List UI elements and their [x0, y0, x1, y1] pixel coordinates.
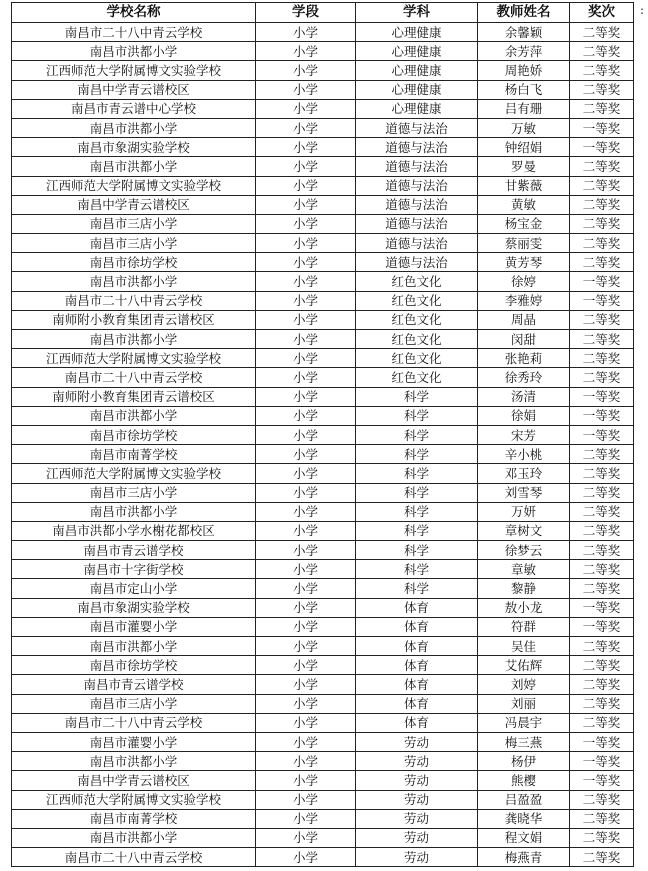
table-row [12, 42, 634, 61]
cell-subject: 体育 [356, 637, 478, 656]
cell-award: 二等奖 [570, 637, 634, 656]
cell-subject: 心理健康 [356, 61, 478, 80]
cell-stage: 小学 [256, 157, 356, 176]
cell-stage: 小学 [256, 425, 356, 444]
cell-stage: 小学 [256, 368, 356, 387]
cell-stage: 小学 [256, 406, 356, 425]
header-subject: 学科 [356, 3, 478, 23]
cell-teacher-name: 蔡丽雯 [478, 234, 570, 253]
cell-award: 二等奖 [570, 464, 634, 483]
cell-subject: 科学 [356, 502, 478, 521]
cell-subject: 科学 [356, 579, 478, 598]
cell-award: 一等奖 [570, 406, 634, 425]
cell-school-name: 南昌市二十八中青云学校 [12, 368, 256, 387]
cell-award: 二等奖 [570, 310, 634, 329]
cell-teacher-name: 梅燕青 [478, 848, 570, 867]
cell-stage: 小学 [256, 752, 356, 771]
cell-subject: 红色文化 [356, 272, 478, 291]
table-row [12, 138, 634, 157]
cell-stage: 小学 [256, 637, 356, 656]
award-table [11, 2, 634, 867]
cell-stage: 小学 [256, 656, 356, 675]
cell-subject: 科学 [356, 483, 478, 502]
cell-subject: 科学 [356, 406, 478, 425]
cell-subject: 劳动 [356, 809, 478, 828]
cell-stage: 小学 [256, 42, 356, 61]
table-row [12, 118, 634, 137]
cell-school-name: 南师附小教育集团青云谱校区 [12, 310, 256, 329]
cell-award: 一等奖 [570, 291, 634, 310]
cell-school-name: 南昌市十字街学校 [12, 560, 256, 579]
cell-teacher-name: 章树文 [478, 521, 570, 540]
cell-subject: 道德与法治 [356, 157, 478, 176]
table-row [12, 579, 634, 598]
cell-school-name: 南昌市南菁学校 [12, 809, 256, 828]
cell-award: 一等奖 [570, 732, 634, 751]
cell-subject: 劳动 [356, 771, 478, 790]
cell-teacher-name: 刘雪琴 [478, 483, 570, 502]
cell-subject: 体育 [356, 675, 478, 694]
cell-award: 二等奖 [570, 713, 634, 732]
table-row [12, 253, 634, 272]
cell-award: 二等奖 [570, 675, 634, 694]
cell-award: 二等奖 [570, 656, 634, 675]
cell-school-name: 南昌市灌婴小学 [12, 617, 256, 636]
table-row [12, 483, 634, 502]
cell-stage: 小学 [256, 560, 356, 579]
cell-teacher-name: 吴佳 [478, 637, 570, 656]
table-row [12, 617, 634, 636]
table-body [12, 23, 634, 867]
table-row [12, 637, 634, 656]
cell-stage: 小学 [256, 502, 356, 521]
cell-teacher-name: 余馨颖 [478, 23, 570, 42]
cell-award: 一等奖 [570, 771, 634, 790]
cell-school-name: 南昌市洪都小学 [12, 42, 256, 61]
cell-teacher-name: 黄芳琴 [478, 253, 570, 272]
table-row [12, 425, 634, 444]
cell-subject: 体育 [356, 694, 478, 713]
cell-school-name: 南昌市洪都小学 [12, 330, 256, 349]
cell-award: 二等奖 [570, 80, 634, 99]
cell-subject: 道德与法治 [356, 176, 478, 195]
cell-award: 二等奖 [570, 23, 634, 42]
cell-award: 二等奖 [570, 579, 634, 598]
cell-school-name: 南昌市洪都小学 [12, 118, 256, 137]
table-header [12, 3, 634, 23]
cell-teacher-name: 梅三燕 [478, 732, 570, 751]
cell-subject: 科学 [356, 445, 478, 464]
cell-subject: 科学 [356, 560, 478, 579]
table-row [12, 368, 634, 387]
cell-teacher-name: 周艳娇 [478, 61, 570, 80]
table-row [12, 464, 634, 483]
cell-teacher-name: 李雅婷 [478, 291, 570, 310]
cell-teacher-name: 万敏 [478, 118, 570, 137]
cell-subject: 道德与法治 [356, 214, 478, 233]
table-row [12, 310, 634, 329]
cell-subject: 红色文化 [356, 291, 478, 310]
cell-subject: 红色文化 [356, 368, 478, 387]
cell-award: 二等奖 [570, 809, 634, 828]
cell-teacher-name: 汤清 [478, 387, 570, 406]
cell-stage: 小学 [256, 579, 356, 598]
cell-subject: 科学 [356, 387, 478, 406]
cell-school-name: 南昌中学青云谱校区 [12, 80, 256, 99]
cell-subject: 劳动 [356, 828, 478, 847]
cell-award: 二等奖 [570, 214, 634, 233]
cell-subject: 道德与法治 [356, 195, 478, 214]
cell-school-name: 南昌市洪都小学水榭花都校区 [12, 521, 256, 540]
cell-subject: 劳动 [356, 790, 478, 809]
cell-stage: 小学 [256, 713, 356, 732]
cell-subject: 红色文化 [356, 330, 478, 349]
cell-stage: 小学 [256, 848, 356, 867]
cell-stage: 小学 [256, 214, 356, 233]
cell-school-name: 南昌市三店小学 [12, 214, 256, 233]
cell-teacher-name: 杨白飞 [478, 80, 570, 99]
cell-stage: 小学 [256, 253, 356, 272]
cell-subject: 体育 [356, 617, 478, 636]
cell-stage: 小学 [256, 732, 356, 751]
cell-school-name: 江西师范大学附属博文实验学校 [12, 176, 256, 195]
cell-award: 一等奖 [570, 617, 634, 636]
cell-teacher-name: 钟绍娟 [478, 138, 570, 157]
header-row [12, 3, 634, 23]
cell-school-name: 南昌市二十八中青云学校 [12, 23, 256, 42]
cell-award: 二等奖 [570, 99, 634, 118]
table-row [12, 809, 634, 828]
cell-teacher-name: 程文娟 [478, 828, 570, 847]
cell-award: 二等奖 [570, 560, 634, 579]
cell-award: 二等奖 [570, 253, 634, 272]
header-stage: 学段 [256, 3, 356, 23]
table-row [12, 176, 634, 195]
cell-teacher-name: 吕有珊 [478, 99, 570, 118]
cell-stage: 小学 [256, 349, 356, 368]
cell-stage: 小学 [256, 291, 356, 310]
cell-subject: 心理健康 [356, 23, 478, 42]
cell-school-name: 南昌市洪都小学 [12, 828, 256, 847]
cell-school-name: 江西师范大学附属博文实验学校 [12, 349, 256, 368]
cell-subject: 心理健康 [356, 42, 478, 61]
cell-subject: 道德与法治 [356, 234, 478, 253]
cell-subject: 科学 [356, 425, 478, 444]
table-row [12, 61, 634, 80]
cell-teacher-name: 邓玉玲 [478, 464, 570, 483]
cell-award: 二等奖 [570, 42, 634, 61]
table-row [12, 828, 634, 847]
cell-school-name: 南昌市二十八中青云学校 [12, 713, 256, 732]
cell-teacher-name: 黎静 [478, 579, 570, 598]
cell-subject: 体育 [356, 656, 478, 675]
cell-teacher-name: 敖小龙 [478, 598, 570, 617]
table-row [12, 195, 634, 214]
cell-school-name: 南昌市洪都小学 [12, 502, 256, 521]
cell-stage: 小学 [256, 272, 356, 291]
table-row [12, 80, 634, 99]
cell-teacher-name: 冯晨宇 [478, 713, 570, 732]
cell-stage: 小学 [256, 80, 356, 99]
cell-school-name: 南师附小教育集团青云谱校区 [12, 387, 256, 406]
cell-teacher-name: 辛小桃 [478, 445, 570, 464]
table-row [12, 23, 634, 42]
cell-teacher-name: 龚晓华 [478, 809, 570, 828]
cropped-edge-mark: : [640, 3, 645, 17]
cell-teacher-name: 杨伊 [478, 752, 570, 771]
cell-teacher-name: 艾佑辉 [478, 656, 570, 675]
cell-stage: 小学 [256, 445, 356, 464]
header-school-name: 学校名称 [12, 3, 256, 23]
cell-award: 二等奖 [570, 61, 634, 80]
cell-subject: 体育 [356, 713, 478, 732]
cell-school-name: 南昌市洪都小学 [12, 752, 256, 771]
cell-stage: 小学 [256, 694, 356, 713]
cell-subject: 科学 [356, 521, 478, 540]
cell-teacher-name: 徐秀玲 [478, 368, 570, 387]
cell-award: 一等奖 [570, 752, 634, 771]
cell-teacher-name: 罗曼 [478, 157, 570, 176]
table-row [12, 406, 634, 425]
table-row [12, 560, 634, 579]
table-row [12, 656, 634, 675]
cell-stage: 小学 [256, 195, 356, 214]
cell-award: 二等奖 [570, 848, 634, 867]
cell-school-name: 南昌市青云谱学校 [12, 675, 256, 694]
cell-school-name: 南昌市象湖实验学校 [12, 598, 256, 617]
cell-stage: 小学 [256, 675, 356, 694]
cell-teacher-name: 甘紫薇 [478, 176, 570, 195]
cell-subject: 红色文化 [356, 310, 478, 329]
cell-award: 二等奖 [570, 502, 634, 521]
cell-subject: 体育 [356, 598, 478, 617]
table-row [12, 713, 634, 732]
cell-award: 二等奖 [570, 176, 634, 195]
table-row [12, 445, 634, 464]
cell-stage: 小学 [256, 330, 356, 349]
cell-teacher-name: 熊樱 [478, 771, 570, 790]
table-row [12, 349, 634, 368]
cell-teacher-name: 张艳莉 [478, 349, 570, 368]
cell-teacher-name: 刘丽 [478, 694, 570, 713]
cell-teacher-name: 吕盈盈 [478, 790, 570, 809]
cell-award: 二等奖 [570, 234, 634, 253]
cell-school-name: 江西师范大学附属博文实验学校 [12, 61, 256, 80]
cell-school-name: 南昌市三店小学 [12, 234, 256, 253]
table-row [12, 848, 634, 867]
cell-award: 二等奖 [570, 368, 634, 387]
cell-teacher-name: 刘婷 [478, 675, 570, 694]
cell-teacher-name: 周晶 [478, 310, 570, 329]
cell-award: 二等奖 [570, 349, 634, 368]
cell-teacher-name: 黄敏 [478, 195, 570, 214]
cell-subject: 心理健康 [356, 80, 478, 99]
cell-teacher-name: 余芳萍 [478, 42, 570, 61]
header-teacher-name: 教师姓名 [478, 3, 570, 23]
cell-school-name: 南昌市定山小学 [12, 579, 256, 598]
cell-stage: 小学 [256, 61, 356, 80]
cell-award: 二等奖 [570, 694, 634, 713]
table-row [12, 521, 634, 540]
cell-teacher-name: 闵甜 [478, 330, 570, 349]
cell-award: 一等奖 [570, 425, 634, 444]
cell-teacher-name: 徐娟 [478, 406, 570, 425]
cell-school-name: 南昌市青云谱中心学校 [12, 99, 256, 118]
cell-award: 二等奖 [570, 330, 634, 349]
cell-teacher-name: 宋芳 [478, 425, 570, 444]
cell-stage: 小学 [256, 598, 356, 617]
cell-teacher-name: 万妍 [478, 502, 570, 521]
cell-subject: 道德与法治 [356, 138, 478, 157]
cell-school-name: 南昌市徐坊学校 [12, 656, 256, 675]
cell-subject: 道德与法治 [356, 253, 478, 272]
cell-subject: 道德与法治 [356, 118, 478, 137]
cell-school-name: 南昌市洪都小学 [12, 406, 256, 425]
cell-award: 一等奖 [570, 138, 634, 157]
cell-school-name: 南昌市三店小学 [12, 483, 256, 502]
cell-teacher-name: 徐梦云 [478, 541, 570, 560]
cell-award: 二等奖 [570, 157, 634, 176]
table-row [12, 272, 634, 291]
cell-school-name: 南昌中学青云谱校区 [12, 771, 256, 790]
table-row [12, 752, 634, 771]
header-award: 奖次 [570, 3, 634, 23]
cell-subject: 心理健康 [356, 99, 478, 118]
cell-stage: 小学 [256, 310, 356, 329]
cell-award: 二等奖 [570, 521, 634, 540]
cell-subject: 劳动 [356, 752, 478, 771]
cell-stage: 小学 [256, 790, 356, 809]
cell-stage: 小学 [256, 99, 356, 118]
cell-stage: 小学 [256, 809, 356, 828]
cell-award: 二等奖 [570, 790, 634, 809]
cell-school-name: 南昌市洪都小学 [12, 637, 256, 656]
cell-stage: 小学 [256, 118, 356, 137]
cell-teacher-name: 符群 [478, 617, 570, 636]
table-row [12, 790, 634, 809]
table-row [12, 99, 634, 118]
cell-school-name: 南昌市灌婴小学 [12, 732, 256, 751]
cell-school-name: 江西师范大学附属博文实验学校 [12, 790, 256, 809]
cell-award: 二等奖 [570, 541, 634, 560]
cell-teacher-name: 杨宝金 [478, 214, 570, 233]
table-row [12, 330, 634, 349]
cell-school-name: 南昌市徐坊学校 [12, 425, 256, 444]
table-row [12, 157, 634, 176]
table-row [12, 675, 634, 694]
cell-school-name: 南昌市二十八中青云学校 [12, 291, 256, 310]
cell-stage: 小学 [256, 138, 356, 157]
cell-stage: 小学 [256, 23, 356, 42]
cell-school-name: 南昌市象湖实验学校 [12, 138, 256, 157]
cell-school-name: 江西师范大学附属博文实验学校 [12, 464, 256, 483]
cell-subject: 红色文化 [356, 349, 478, 368]
table-row [12, 387, 634, 406]
cell-school-name: 南昌市洪都小学 [12, 157, 256, 176]
table-row [12, 291, 634, 310]
cell-stage: 小学 [256, 521, 356, 540]
table-row [12, 694, 634, 713]
cell-stage: 小学 [256, 483, 356, 502]
cell-award: 一等奖 [570, 387, 634, 406]
cell-stage: 小学 [256, 464, 356, 483]
table-row [12, 214, 634, 233]
cell-stage: 小学 [256, 771, 356, 790]
cell-teacher-name: 章敏 [478, 560, 570, 579]
cell-stage: 小学 [256, 828, 356, 847]
cell-school-name: 南昌中学青云谱校区 [12, 195, 256, 214]
table-row [12, 732, 634, 751]
cell-school-name: 南昌市二十八中青云学校 [12, 848, 256, 867]
table-row [12, 771, 634, 790]
cell-subject: 科学 [356, 464, 478, 483]
cell-award: 二等奖 [570, 445, 634, 464]
cell-subject: 科学 [356, 541, 478, 560]
cell-stage: 小学 [256, 234, 356, 253]
table-row [12, 541, 634, 560]
table-row [12, 234, 634, 253]
cell-subject: 劳动 [356, 848, 478, 867]
cell-award: 一等奖 [570, 272, 634, 291]
cell-award: 二等奖 [570, 483, 634, 502]
cell-stage: 小学 [256, 387, 356, 406]
cell-subject: 劳动 [356, 732, 478, 751]
cell-award: 一等奖 [570, 598, 634, 617]
cell-award: 二等奖 [570, 195, 634, 214]
cell-award: 一等奖 [570, 118, 634, 137]
cell-teacher-name: 徐婷 [478, 272, 570, 291]
cell-award: 二等奖 [570, 828, 634, 847]
cell-stage: 小学 [256, 617, 356, 636]
cell-school-name: 南昌市青云谱学校 [12, 541, 256, 560]
cell-stage: 小学 [256, 176, 356, 195]
table-row [12, 502, 634, 521]
cell-school-name: 南昌市南菁学校 [12, 445, 256, 464]
cell-school-name: 南昌市洪都小学 [12, 272, 256, 291]
cell-school-name: 南昌市三店小学 [12, 694, 256, 713]
table-row [12, 598, 634, 617]
cell-school-name: 南昌市徐坊学校 [12, 253, 256, 272]
cell-stage: 小学 [256, 541, 356, 560]
